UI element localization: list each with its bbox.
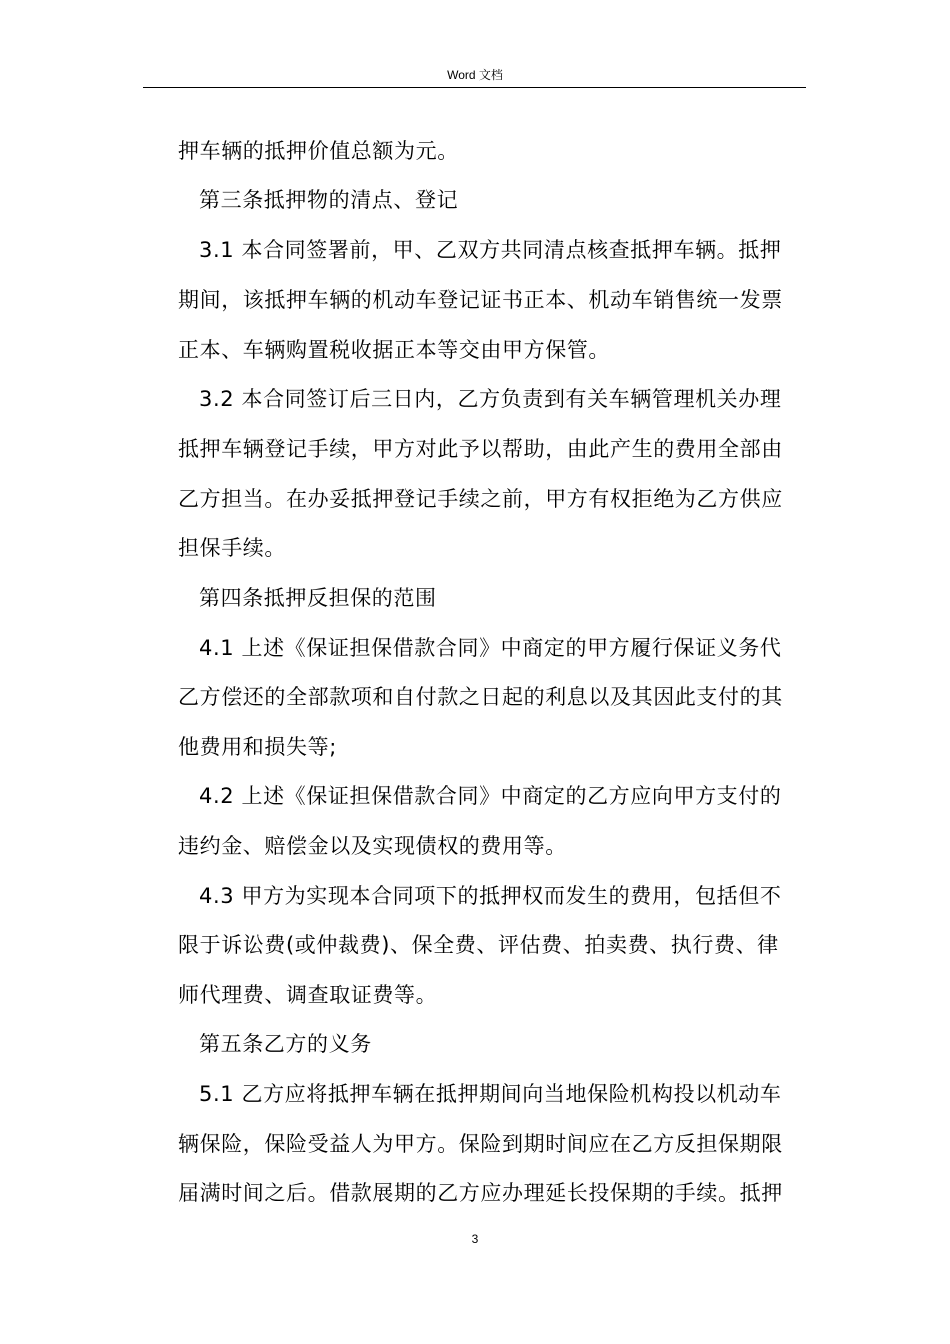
paragraph-line: 抵押车辆登记手续，甲方对此予以帮助，由此产生的费用全部由	[178, 437, 783, 461]
paragraph-line: 届满时间之后。借款展期的乙方应办理延长投保期的手续。抵押	[178, 1181, 783, 1205]
paragraph-line: 违约金、赔偿金以及实现债权的费用等。	[178, 834, 567, 858]
paragraph-line: 辆保险，保险受益人为甲方。保险到期时间应在乙方反担保期限	[178, 1132, 783, 1156]
paragraph-line: 担保手续。	[178, 536, 286, 560]
section-heading: 第五条乙方的义务	[199, 1032, 372, 1056]
page-number: 3	[471, 1232, 479, 1246]
section-heading: 第三条抵押物的清点、登记	[199, 188, 459, 212]
paragraph-line: 5.1 乙方应将抵押车辆在抵押期间向当地保险机构投以机动车	[199, 1082, 782, 1106]
paragraph-line: 3.2 本合同签订后三日内，乙方负责到有关车辆管理机关办理	[199, 387, 782, 411]
section-heading: 第四条抵押反担保的范围	[199, 586, 437, 610]
page-header: Word 文档	[447, 68, 503, 82]
paragraph-line: 他费用和损失等;	[178, 735, 337, 759]
paragraph-line: 限于诉讼费(或仲裁费)、保全费、评估费、拍卖费、执行费、律	[178, 933, 779, 957]
paragraph-line: 4.1 上述《保证担保借款合同》中商定的甲方履行保证义务代	[199, 636, 782, 660]
paragraph-line: 期间，该抵押车辆的机动车登记证书正本、机动车销售统一发票	[178, 288, 783, 312]
paragraph-line: 师代理费、调查取证费等。	[178, 983, 438, 1007]
paragraph-line: 3.1 本合同签署前，甲、乙双方共同清点核查抵押车辆。抵押	[199, 238, 782, 262]
paragraph-line: 4.3 甲方为实现本合同项下的抵押权而发生的费用，包括但不	[199, 884, 782, 908]
paragraph-line: 4.2 上述《保证担保借款合同》中商定的乙方应向甲方支付的	[199, 784, 782, 808]
paragraph-line: 乙方偿还的全部款项和自付款之日起的利息以及其因此支付的其	[178, 685, 783, 709]
paragraph-line: 正本、车辆购置税收据正本等交由甲方保管。	[178, 338, 610, 362]
paragraph-line: 乙方担当。在办妥抵押登记手续之前，甲方有权拒绝为乙方供应	[178, 487, 783, 511]
paragraph-line: 押车辆的抵押价值总额为元。	[178, 139, 459, 163]
